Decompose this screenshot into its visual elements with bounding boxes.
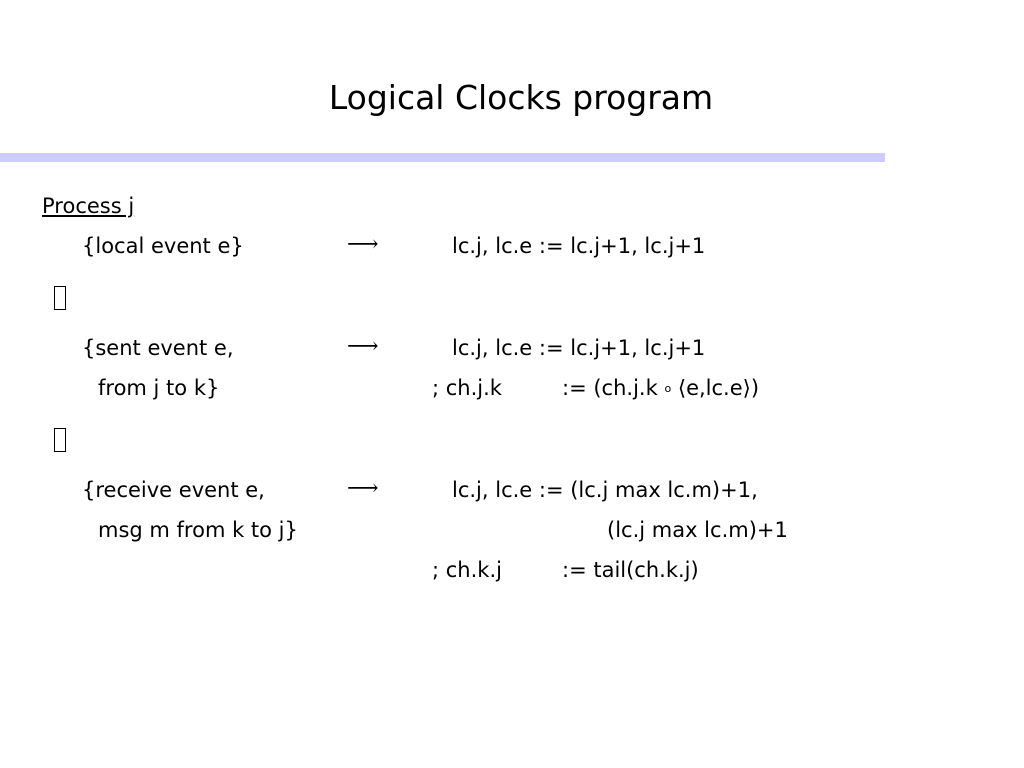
tuple-text: e,lc.e <box>686 376 743 400</box>
arrow-icon: ⟶ <box>347 232 379 257</box>
right-angle-icon: ⟩ <box>742 376 751 400</box>
statement-send-channel-prefix: ; ch.j.k <box>432 376 502 400</box>
guard-local-event: {local event e} <box>82 234 244 258</box>
arrow-icon: ⟶ <box>347 334 379 359</box>
left-angle-icon: ⟨ <box>677 376 687 400</box>
statement-receive-update: lc.j, lc.e := (lc.j max lc.m)+1, <box>452 478 758 502</box>
arrow-icon: ⟶ <box>347 476 379 501</box>
compose-operator-icon: o <box>664 382 672 395</box>
assign-text: := (ch.j.k <box>562 376 658 400</box>
process-heading: Process j <box>42 194 135 218</box>
statement-send-update: lc.j, lc.e := lc.j+1, lc.j+1 <box>452 336 706 360</box>
slide-title: Logical Clocks program <box>328 78 714 117</box>
guard-receive-event-line1: {receive event e, <box>82 478 265 502</box>
statement-receive-channel-prefix: ; ch.k.j <box>432 558 502 582</box>
guard-sent-event-line1: {sent event e, <box>82 336 234 360</box>
choice-separator-icon <box>54 286 66 310</box>
statement-send-channel-assign <box>562 374 759 403</box>
statement-local-update: lc.j, lc.e := lc.j+1, lc.j+1 <box>452 234 706 258</box>
guard-receive-event-line2: msg m from k to j} <box>98 518 298 542</box>
title-rule <box>0 153 885 162</box>
choice-separator-icon <box>54 428 66 452</box>
statement-receive-update-cont: (lc.j max lc.m)+1 <box>607 518 788 542</box>
statement-receive-channel-assign: := tail(ch.k.j) <box>562 558 699 582</box>
close-paren: ) <box>750 376 760 400</box>
guard-sent-event-line2: from j to k} <box>98 376 220 400</box>
